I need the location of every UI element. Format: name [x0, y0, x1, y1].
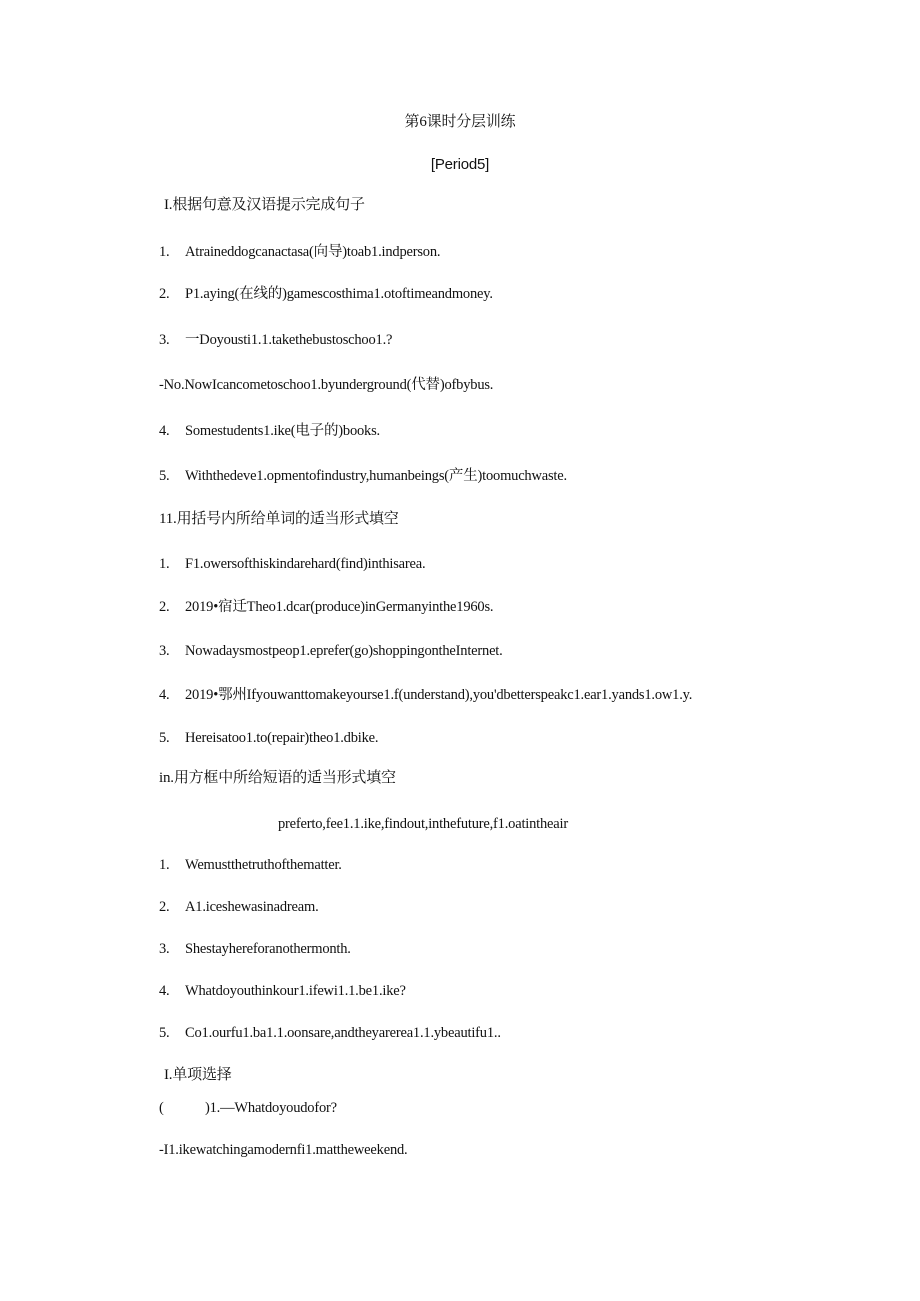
list-item	[159, 331, 392, 349]
list-item	[159, 243, 440, 261]
item-number: 1.	[159, 556, 170, 572]
item-text: Shestayhereforanothermonth.	[185, 941, 351, 957]
list-item	[159, 982, 406, 1000]
period-label: [Period5]	[430, 156, 490, 173]
list-item	[159, 1024, 501, 1042]
list-item	[159, 686, 692, 704]
item-number: 2.	[159, 899, 170, 915]
item-number: 1.	[159, 857, 170, 873]
question-line	[159, 1099, 337, 1117]
list-item	[159, 856, 342, 874]
item-number: 5.	[159, 468, 170, 484]
answer-paren: (	[159, 1100, 164, 1116]
item-number: 3.	[159, 643, 170, 659]
item-text: A1.iceshewasinadream.	[185, 899, 319, 915]
list-item	[159, 285, 493, 303]
item-number: 5.	[159, 730, 170, 746]
section4-heading: I.单项选择	[164, 1067, 232, 1083]
section1-heading: I.根据句意及汉语提示完成句子	[164, 197, 365, 213]
item-text: 2019•宿迁Theo1.dcar(produce)inGermanyinthe1960s.	[185, 599, 494, 615]
item-text: Wemustthetruthofthematter.	[185, 857, 342, 873]
item-number: 2.	[159, 286, 170, 302]
item-text: Co1.ourfu1.ba1.1.oonsare,andtheyarerea1.1.ybeautifu1..	[185, 1025, 501, 1041]
list-item	[159, 729, 378, 747]
item-text: P1.aying(在线的)gamescosthima1.otoftimeandmoney.	[185, 286, 493, 302]
section2-heading: 11.用括号内所给单词的适当形式填空	[159, 511, 399, 527]
item-text: Somestudents1.ike(电子的)books.	[185, 423, 380, 439]
question-text: )1.—Whatdoyoudofor?	[205, 1100, 337, 1116]
item-number: 4.	[159, 983, 170, 999]
section3-heading: in.用方框中所给短语的适当形式填空	[159, 770, 396, 786]
item-number: 2.	[159, 599, 170, 615]
item-text: F1.owersofthiskindarehard(find)inthisarea.	[185, 556, 426, 572]
item-text: Atraineddogcanactasa(向导)toab1.indperson.	[185, 244, 441, 260]
item-text: -No.NowIcancometoschoo1.byunderground(代替)ofbybus.	[159, 377, 494, 393]
item-text: 2019•鄂州Ifyouwanttomakeyourse1.f(understand),you'dbetterspeakc1.ear1.yands1.ow1.y.	[185, 687, 693, 703]
item-text: 一Doyousti1.1.takethebustoschoo1.?	[185, 332, 393, 348]
item-number: 5.	[159, 1025, 170, 1041]
list-item	[159, 376, 493, 394]
item-text: Whatdoyouthinkour1.ifewi1.1.be1.ike?	[185, 983, 406, 999]
item-number: 1.	[159, 244, 170, 260]
page-title: 第6课时分层训练	[404, 114, 516, 130]
answer-line: -I1.ikewatchingamodernfi1.mattheweekend.	[159, 1142, 408, 1158]
item-number: 4.	[159, 687, 170, 703]
item-number: 3.	[159, 941, 170, 957]
phrase-box: preferto,fee1.1.ike,findout,inthefuture,f1.oatintheair	[278, 816, 568, 832]
item-text: Withthedeve1.opmentofindustry,humanbeings(产生)toomuchwaste.	[185, 468, 567, 484]
list-item	[159, 422, 380, 440]
item-text: Hereisatoo1.to(repair)theo1.dbike.	[185, 730, 379, 746]
list-item	[159, 642, 503, 660]
list-item	[159, 898, 319, 916]
item-number: 3.	[159, 332, 170, 348]
item-text: Nowadaysmostpeop1.eprefer(go)shoppingontheInternet.	[185, 643, 503, 659]
item-number: 4.	[159, 423, 170, 439]
list-item	[159, 598, 493, 616]
list-item	[159, 555, 425, 573]
list-item	[159, 467, 567, 485]
list-item	[159, 940, 351, 958]
